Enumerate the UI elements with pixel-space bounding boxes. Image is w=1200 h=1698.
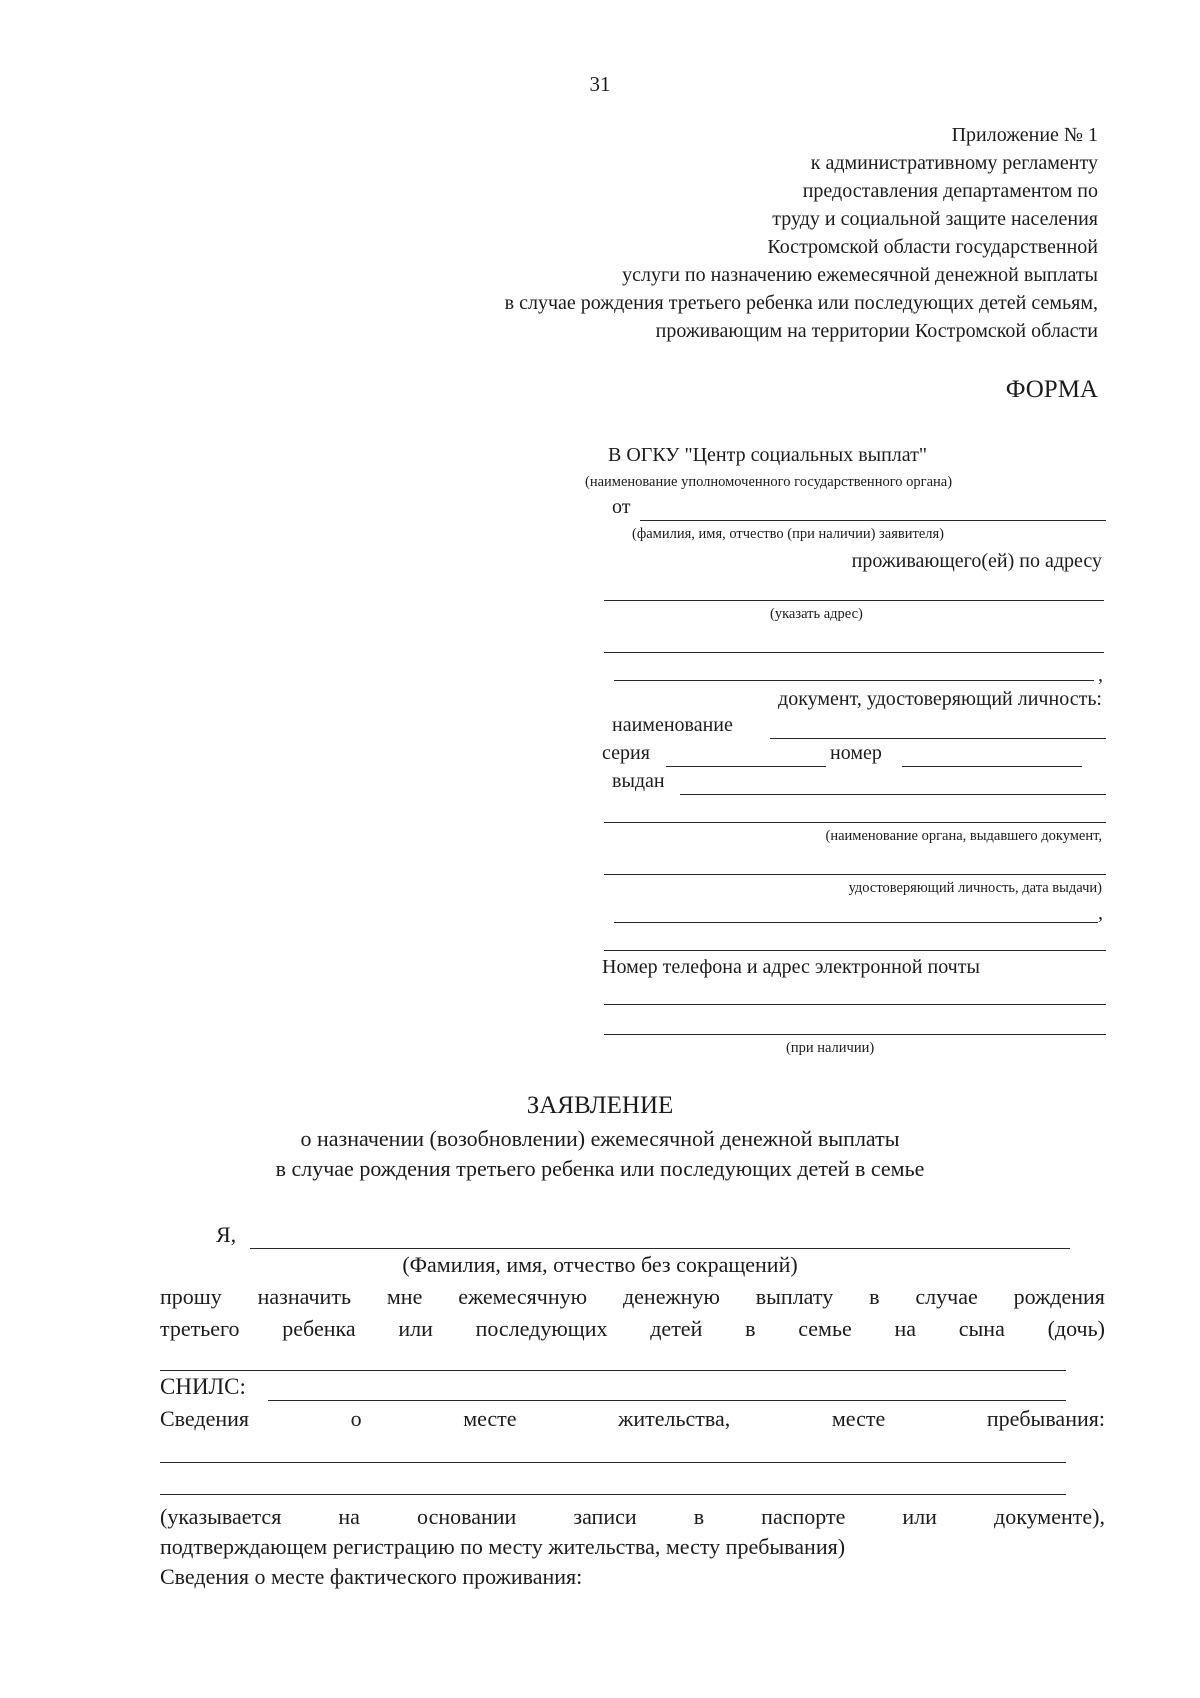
word: ребенка: [282, 1316, 356, 1341]
snils-label: СНИЛС:: [160, 1374, 246, 1399]
contact-hint: (при наличии): [786, 1040, 875, 1056]
address-field-3[interactable]: [614, 680, 1094, 681]
appendix-line: в случае рождения третьего ребенка или последующих детей семьям,: [504, 292, 1098, 314]
appendix-line: услуги по назначению ежемесячной денежной выплаты: [622, 264, 1098, 286]
fullname-hint: (Фамилия, имя, отчество без сокращений): [402, 1252, 798, 1277]
issued-by-field[interactable]: [680, 794, 1106, 795]
comma-mark: ,: [1098, 664, 1103, 686]
appendix-line: Приложение № 1: [951, 124, 1098, 146]
document-name-field[interactable]: [770, 738, 1106, 739]
word: о: [350, 1406, 362, 1431]
applicant-name-hint: (фамилия, имя, отчество (при наличии) заявителя): [632, 526, 944, 542]
word: основании: [417, 1504, 517, 1529]
issued-label: выдан: [612, 770, 665, 792]
contact-field-1[interactable]: [604, 1004, 1106, 1005]
statement-title: ЗАЯВЛЕНИЕ: [526, 1092, 674, 1119]
issuer-field-4[interactable]: [604, 950, 1106, 951]
contact-label: Номер телефона и адрес электронной почты: [602, 956, 980, 978]
appendix-line: Костромской области государственной: [767, 236, 1098, 258]
word: (указывается: [160, 1504, 282, 1529]
contact-field-2[interactable]: [604, 1034, 1106, 1035]
series-label: серия: [602, 742, 650, 764]
address-field-1[interactable]: [604, 600, 1104, 601]
applicant-fullname-field[interactable]: [250, 1248, 1070, 1249]
appendix-line: проживающим на территории Костромской области: [655, 320, 1098, 342]
note-line-1: [160, 1504, 1105, 1530]
appendix-line: предоставления департаментом по: [802, 180, 1098, 202]
child-name-field[interactable]: [160, 1370, 1066, 1371]
number-label: номер: [830, 742, 882, 764]
note-line-2: подтверждающем регистрацию по месту жительства, месту пребывания): [160, 1534, 846, 1559]
statement-subtitle-1: о назначении (возобновлении) ежемесячной денежной выплаты: [300, 1126, 900, 1151]
word: месте: [831, 1406, 886, 1431]
word: денежную: [622, 1284, 720, 1309]
page-number: 31: [589, 72, 611, 96]
word: семье: [798, 1316, 852, 1341]
i-label: Я,: [216, 1222, 237, 1247]
word: мне: [386, 1284, 423, 1309]
word: прошу: [160, 1284, 222, 1309]
snils-field[interactable]: [268, 1400, 1066, 1401]
applicant-name-field[interactable]: [640, 520, 1106, 521]
residence-field-1[interactable]: [160, 1462, 1066, 1463]
issuer-hint-1: (наименование органа, выдавшего документ,: [825, 828, 1102, 844]
word: случае: [915, 1284, 978, 1309]
word: документе),: [994, 1504, 1105, 1529]
word: пребывания:: [986, 1406, 1105, 1431]
actual-residence-label: Сведения о месте фактического проживания:: [160, 1564, 583, 1589]
word: или: [902, 1504, 937, 1529]
word: детей: [650, 1316, 703, 1341]
word: в: [745, 1316, 756, 1341]
form-label: ФОРМА: [1005, 376, 1098, 403]
word: (дочь): [1047, 1316, 1105, 1341]
address-field-2[interactable]: [604, 652, 1104, 653]
address-hint: (указать адрес): [770, 606, 863, 622]
word: Сведения: [160, 1406, 250, 1431]
from-label: от: [612, 496, 631, 518]
comma-mark: ,: [1098, 902, 1103, 924]
issuer-field-3[interactable]: [614, 922, 1098, 923]
word: на: [894, 1316, 917, 1341]
word: записи: [573, 1504, 637, 1529]
document-name-label: наименование: [612, 714, 733, 736]
word: ежемесячную: [458, 1284, 588, 1309]
word: или: [398, 1316, 433, 1341]
issuer-hint-2: удостоверяющий личность, дата выдачи): [848, 880, 1102, 896]
word: паспорте: [761, 1504, 846, 1529]
word: в: [693, 1504, 705, 1529]
appendix-line: труду и социальной защите населения: [772, 208, 1098, 230]
word: месте: [463, 1406, 517, 1431]
residence-field-2[interactable]: [160, 1494, 1066, 1495]
issuer-field-2[interactable]: [604, 874, 1106, 875]
appendix-line: к административному регламенту: [810, 152, 1098, 174]
request-line-1: [160, 1284, 1105, 1310]
address-label: проживающего(ей) по адресу: [851, 550, 1102, 572]
word: жительства,: [618, 1406, 731, 1431]
recipient-organization: В ОГКУ "Центр социальных выплат": [608, 444, 928, 466]
recipient-hint: (наименование уполномоченного государственного органа): [585, 474, 953, 490]
word: на: [338, 1504, 360, 1529]
number-field[interactable]: [902, 766, 1082, 767]
issuer-field-1[interactable]: [604, 822, 1106, 823]
word: рождения: [1013, 1284, 1105, 1309]
request-line-2: [160, 1316, 1105, 1342]
word: последующих: [475, 1316, 608, 1341]
series-field[interactable]: [666, 766, 826, 767]
word: назначить: [257, 1284, 351, 1309]
residence-line: [160, 1406, 1105, 1432]
id-document-label: документ, удостоверяющий личность:: [778, 688, 1102, 710]
statement-subtitle-2: в случае рождения третьего ребенка или последующих детей в семье: [275, 1156, 925, 1181]
word: сына: [958, 1316, 1005, 1341]
word: третьего: [160, 1316, 240, 1341]
word: в: [869, 1284, 880, 1309]
word: выплату: [755, 1284, 834, 1309]
